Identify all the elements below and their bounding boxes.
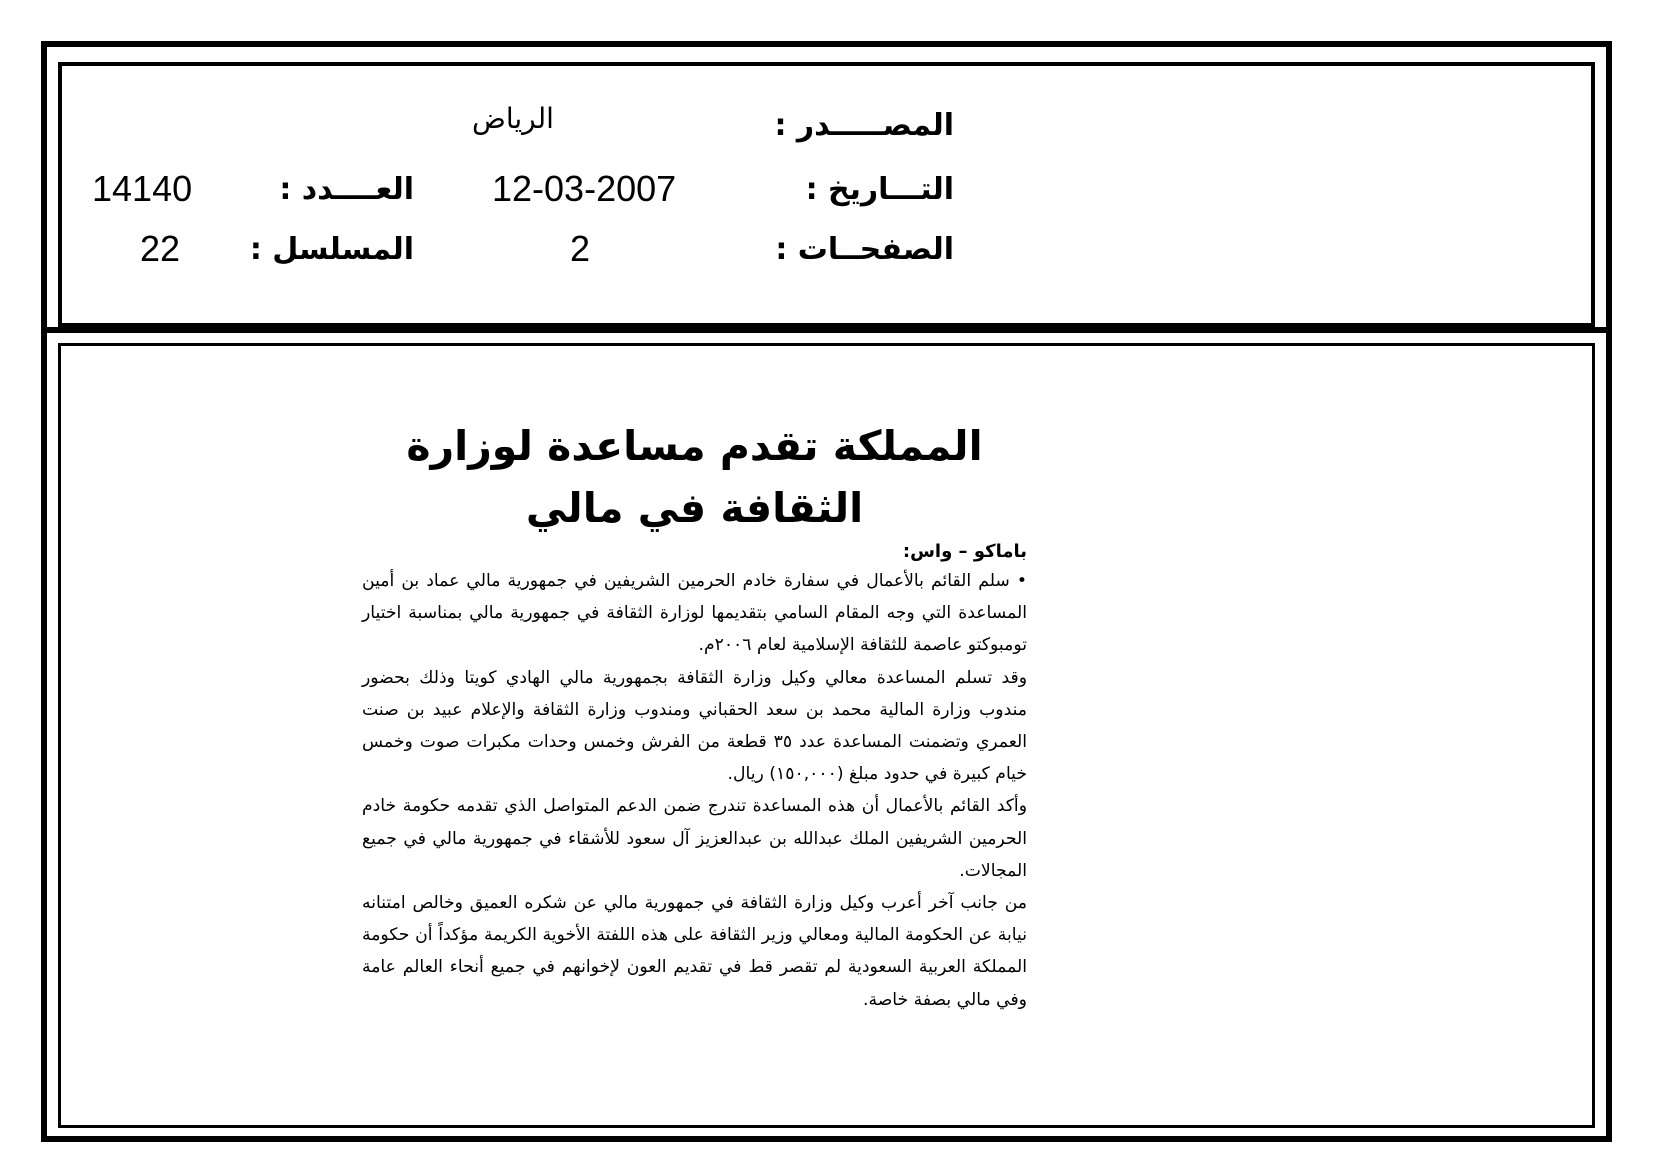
pages-value: 2 bbox=[570, 228, 591, 269]
article-paragraph: • سلم القائم بالأعمال في سفارة خادم الحرمين الشريفين في جمهورية مالي عماد بن أمين المساعدة التي وجه المقام السامي بتقديمها لوزارة الثقافة في جمهورية مالي بمناسبة اختيار تومبوكتو عاصمة للثقافة الإسلامية لعام ٢٠٠٦م. bbox=[362, 571, 1027, 656]
issue-label: العــــدد : bbox=[279, 172, 414, 207]
pages-label: الصفحــات : bbox=[775, 232, 954, 267]
source-value: الرياض bbox=[472, 102, 554, 135]
source-label: المصـــــدر : bbox=[774, 108, 954, 143]
article-title: المملكة تقدم مساعدة لوزارة الثقافة في مالي bbox=[406, 422, 983, 532]
serial-label: المسلسل : bbox=[249, 232, 414, 267]
date-label: التـــاريخ : bbox=[805, 172, 954, 207]
news-article bbox=[362, 415, 1027, 1016]
header-divider bbox=[47, 327, 1606, 333]
article-paragraph: وأكد القائم بالأعمال أن هذه المساعدة تندرج ضمن الدعم المتواصل الذي تقدمه حكومة خادم الحرمين الشريفين الملك عبدالله بن عبدالعزيز آل سعود للأشقاء في جمهورية مالي في جميع المجالات. bbox=[362, 796, 1027, 881]
article-body bbox=[362, 565, 1027, 1016]
article-paragraph: وقد تسلم المساعدة معالي وكيل وزارة الثقافة بجمهورية مالي الهادي كويتا وذلك بحضور مندوب وزارة المالية محمد بن سعد الحقباني ومندوب وزارة الثقافة والإعلام عبيد بن صنت العمري وتضمنت المساعدة عدد ٣٥ قطعة من الفرش وخمس وحدات مكبرات صوت وخمس خيام كبيرة في حدود مبلغ (١٥٠,٠٠٠) ريال. bbox=[362, 667, 1027, 785]
issue-value: 14140 bbox=[92, 168, 193, 209]
serial-value: 22 bbox=[140, 228, 181, 269]
article-dateline: باماكو – واس: bbox=[902, 541, 1027, 562]
date-value: 12-03-2007 bbox=[492, 168, 677, 209]
article-paragraph: من جانب آخر أعرب وكيل وزارة الثقافة في جمهورية مالي عن شكره العميق وخالص امتنانه نيابة عن الحكومة المالية ومعالي وزير الثقافة على هذه اللفتة الأخوية الكريمة مؤكداً أن حكومة المملكة العربية السعودية لم تقصر قط في تقديم العون لإخوانهم في جميع أنحاء العالم عامة وفي مالي بصفة خاصة. bbox=[362, 893, 1027, 1010]
